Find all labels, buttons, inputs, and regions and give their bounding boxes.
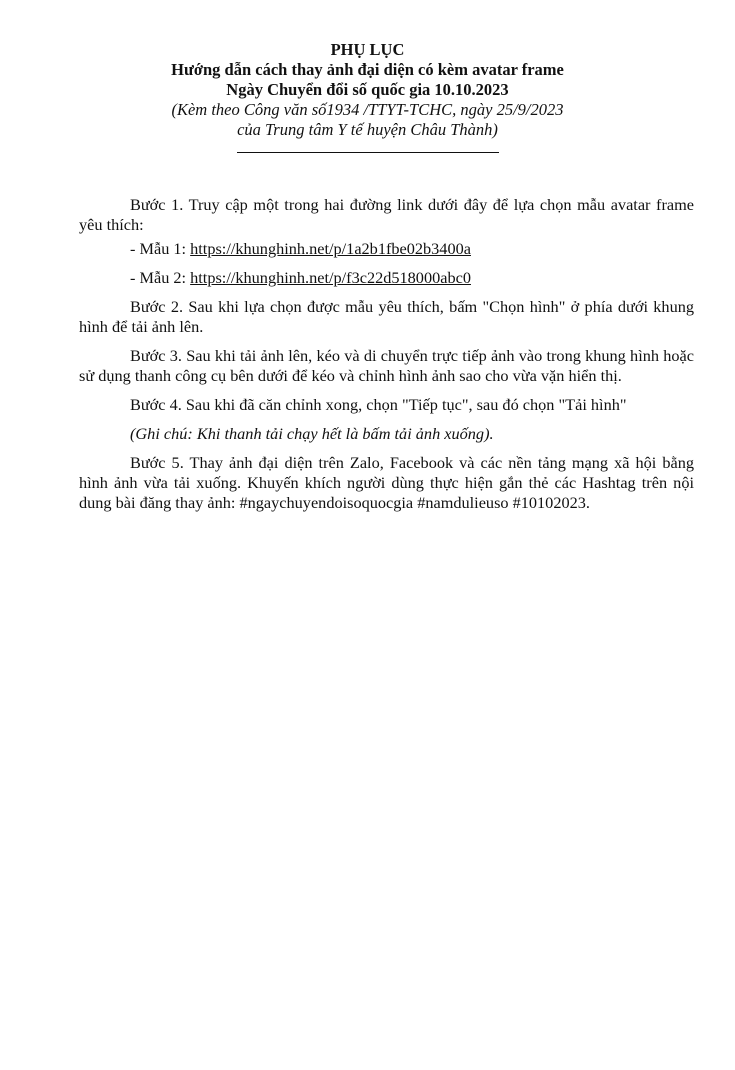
template-2-link[interactable]: https://khunghinh.net/p/f3c22d518000abc0	[190, 268, 471, 287]
template-1-label: - Mẫu 1:	[130, 239, 191, 258]
document-header	[0, 40, 735, 153]
step-2: Bước 2. Sau khi lựa chọn được mẫu yêu thích, bấm "Chọn hình" ở phía dưới khung hình để tải ảnh lên.	[79, 297, 694, 336]
template-1-link[interactable]: https://khunghinh.net/p/1a2b1fbe02b3400a	[190, 239, 471, 258]
step-4: Bước 4. Sau khi đã căn chỉnh xong, chọn "Tiếp tục", sau đó chọn "Tải hình"	[130, 395, 627, 414]
template-2-line	[79, 268, 694, 288]
document-subtitle: Hướng dẫn cách thay ảnh đại diện có kèm avatar frame	[171, 60, 564, 79]
step-3: Bước 3. Sau khi tải ảnh lên, kéo và di chuyển trực tiếp ảnh vào trong khung hình hoặc sử dụng thanh công cụ bên dưới để kéo và chỉnh hình ảnh sao cho vừa vặn hiển thị.	[79, 346, 694, 385]
page-title: PHỤ LỤC	[330, 40, 405, 59]
reference-line-2: của Trung tâm Y tế huyện Châu Thành)	[237, 120, 498, 139]
step-1: Bước 1. Truy cập một trong hai đường link dưới đây để lựa chọn mẫu avatar frame yêu thích:	[79, 195, 694, 234]
reference-line-1: (Kèm theo Công văn số1934 /TTYT-TCHC, ngày 25/9/2023	[171, 100, 564, 119]
step-4-note: (Ghi chú: Khi thanh tải chạy hết là bấm tải ảnh xuống).	[130, 424, 494, 443]
event-title: Ngày Chuyển đổi số quốc gia 10.10.2023	[226, 80, 509, 99]
document-body	[79, 195, 694, 522]
template-2-label: - Mẫu 2:	[130, 268, 191, 287]
step-5: Bước 5. Thay ảnh đại diện trên Zalo, Facebook và các nền tảng mạng xã hội bằng hình ảnh vừa tải xuống. Khuyến khích người dùng thực hiện gắn thẻ các Hashtag trên nội dung bài đăng thay ảnh: #ngaychuyendoisoquocgia #namdulieuso #10102023.	[79, 453, 694, 512]
header-divider	[237, 152, 499, 153]
template-1-line	[79, 239, 694, 259]
